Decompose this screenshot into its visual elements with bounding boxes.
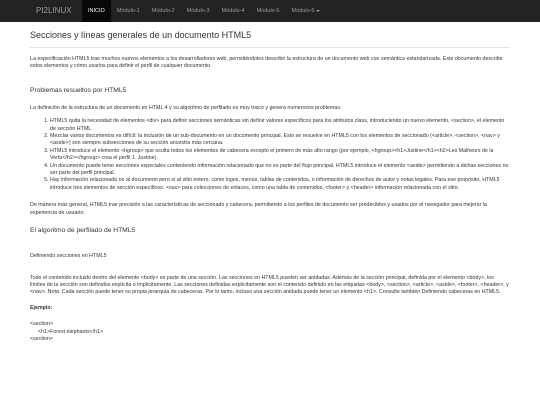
title-divider <box>30 47 510 48</box>
top-navbar <box>0 0 540 22</box>
main-content <box>30 22 510 343</box>
defining-sections-heading: Definiendo secciones en HTML5 <box>30 253 107 260</box>
algorithm-heading: El algoritmo de perfilado de HTML5 <box>30 227 136 235</box>
nav-menu <box>82 0 326 22</box>
code-line: <section> <box>30 335 53 342</box>
caret-down-icon <box>316 10 320 12</box>
example-label: Ejemplo: <box>30 304 53 311</box>
nav-item-modulo-4[interactable]: Módulo-4 <box>221 8 245 14</box>
defining-sections-text: Todo el contenido incluido dentro del elemento <body> es parte de una sección. Las secciones en HTML5 pueden ser anidadas. Además de la sección principal, definida por el elemento <body>, los límites de la sección son definidos explícita o implícitamente. Las secciones definidas explícitamente son el contenido definido en las etiquetas <body>, <section>, <article>, <aside>, <footer>, <header>, y <nav>. Nota: Cada sección puede tener su propia jerarquía de cabeceras. Por lo tanto, incluso una sección anidada puede tener un elemento <h1>. Consulte también Definiendo cabeceras en HTML5. <box>30 274 509 296</box>
list-item: 3. HTML5 introduce el elemento <hgroup> que oculta todos los elementos de cabecera excepto el primero de más alto rango (por ejemplo, <hgroup><h1>Justine</h1><h2>Les Malheurs de la Vertu</h2></hgroup> crea el perfil 1. Justine). <box>50 148 510 163</box>
problems-list <box>30 118 510 192</box>
list-item: 2. Mezclar varios documentos es difícil: la inclusión de un sub-documento en un documento principal. Esto se resuelve en HTML5 con los elementos de seccionado (<article>, <section>, <nav> y <aside>) son siempre subsecciones de su sección ancestra más cercana. <box>50 133 510 148</box>
nav-item-modulo-5[interactable]: Módulo-5 <box>256 8 280 14</box>
list-item: 5. Hay información relacionada no al documento pero sí al sitio entero, como logos, menús, tablas de contenidos, o información de derechos de autor y notas legales. Para ese propósito, HTML5 introduce tres elementos de sección específicos: <nav> para colecciones de enlaces, como una tabla de contenidos, <footer> y <header> información relacionada con el sitio. <box>50 177 510 192</box>
nav-item-modulo-6-label: Módulo-6 <box>291 8 315 14</box>
code-line: <section> <box>30 321 53 328</box>
list-item: 4. Un documento puede tener secciones especiales conteniendo información relacionado que no es parte del flujo principal. HTML5 introduce el elemento <aside> permitiendo a dichas secciones no ser parte del perfil principal. <box>50 163 510 178</box>
nav-item-inicio[interactable]: INICIO <box>82 0 111 22</box>
brand-logo[interactable]: PI2LINUX <box>36 6 72 15</box>
nav-item-modulo-2[interactable]: Módulo-2 <box>151 8 175 14</box>
page-title: Secciones y líneas generales de un documento HTML5 <box>30 30 252 40</box>
list-item: 1. HTML5 quita la necesidad de elementos <div> para definir secciones semánticas sin definir valores específicos para los atributos class, introduciendo un nuevo elemento, <section>, el elemento de sección HTML. <box>50 118 510 133</box>
problems-heading: Problemas resueltos por HTML5 <box>30 86 127 94</box>
nav-item-modulo-3[interactable]: Módulo-3 <box>186 8 210 14</box>
nav-item-modulo-6[interactable] <box>286 0 327 22</box>
problems-intro: La definición de la estructura de un documento en HTML 4 y su algoritmo de perfilado es muy tosco y genera numerosos problemas: <box>30 104 342 111</box>
nav-item-modulo-1[interactable]: Módulo-1 <box>116 8 140 14</box>
summary-paragraph: De manera más general, HTML5 trae precisión a las características de seccionado y cabecera, permitiendo a los perfiles de documento ser predecibles y usados por el navegador para mejorar la experiencia de usuario. <box>30 202 487 216</box>
intro-paragraph: La especificación HTML5 trae muchos nuevos elementos a los desarrolladores web, permitiéndoles describir la estructura de un documento web con semántica estandarizada. Este documento describe estos elementos y cómo usarlos para definir el perfil de cualquier documento. <box>30 56 503 70</box>
code-line: <h1>Forest elephants</h1> <box>38 328 104 335</box>
